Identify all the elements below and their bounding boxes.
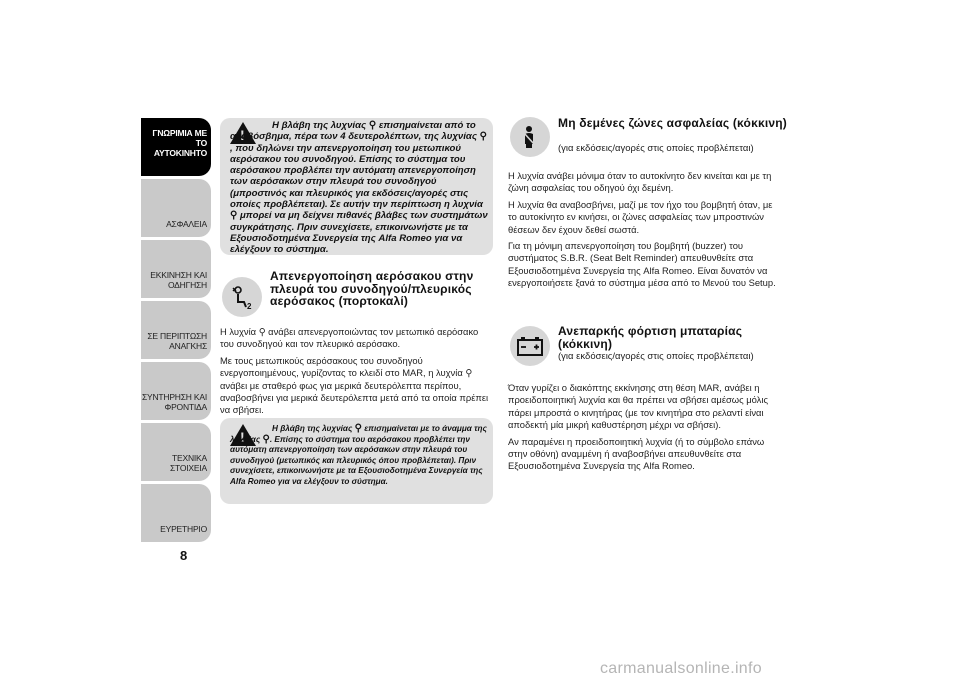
passenger-airbag-off-icon: ⚲ [479, 131, 487, 143]
airbag-fault-icon: ⚲ [368, 120, 377, 131]
passenger-airbag-off-icon: ⚲ [258, 326, 266, 337]
seatbelt-icon [517, 124, 543, 150]
airbag-fault-icon: ⚲ [262, 433, 270, 445]
battery-icon [516, 335, 544, 357]
section-title-battery: Ανεπαρκής φόρτιση μπαταρίας (κόκκινη) [558, 324, 743, 351]
seatbelt-icon-circle [510, 117, 550, 157]
tab-emergency[interactable]: ΣΕ ΠΕΡΙΠΤΩΣΗ ΑΝΑΓΚΗΣ [141, 301, 211, 359]
svg-text:2: 2 [247, 302, 252, 310]
seatbelt-subtitle: (για εκδόσεις/αγορές στις οποίες προβλέπεται) [558, 143, 754, 154]
airbag-off-text: Η λυχνία ⚲ ανάβει απενεργοποιώντας τον μετωπικό αερόσακο του συνοδηγού και τον πλευρικό αερόσακο. Με τους μετωπικούς αερόσακους του συνοδηγού ενεργοποιημένους, γυρίζοντας το κλειδί στο MAR, η λυχνία ⚲ ανάβει με σταθερό φως για μερικά δευτερόλεπτα περίπου, αναβοσβήνει για μερικά δευτερόλεπτα μετά από τα οποία πρέπει να σβήσει. [220, 326, 489, 416]
passenger-airbag-off-icon [229, 284, 255, 310]
passenger-airbag-off-icon: ⚲ [465, 367, 473, 379]
tab-starting-driving[interactable]: ΕΚΚΙΝΗΣΗ ΚΑΙ ΟΔΗΓΗΣΗ [141, 240, 211, 298]
tab-index[interactable]: ΕΥΡΕΤΗΡΙΟ [141, 484, 211, 542]
tab-getting-to-know[interactable]: ΓΝΩΡΙΜΙΑ ΜΕ ΤΟ ΑΥΤΟΚΙΝΗΤΟ [141, 118, 211, 176]
section-title-seatbelt: Μη δεμένες ζώνες ασφαλείας (κόκκινη) [558, 116, 788, 130]
airbag-fault-icon: ⚲ [230, 210, 238, 222]
tab-technical-data[interactable]: ΤΕΧΝΙΚΑ ΣΤΟΙΧΕΙΑ [141, 423, 211, 481]
battery-icon-circle [510, 326, 550, 366]
page-number: 8 [180, 548, 188, 563]
warning-text-1: Η βλάβη της λυχνίας ⚲ επισημαίνεται από το αναβόσβημα, πέρα των 4 δευτερολέπτων, της λυχνίας ⚲ , που δηλώνει την απενεργοποίηση του μετωπικού αερόσακου του συνοδηγού. Επίσης το σύστημα του αερόσακου προβλέπει την αυτόματη απενεργοποίηση των αερόσακων στην πλευρά του συνοδηγού (μπροστινός και πλευρικός για εκδόσεις/αγορές στις οποίες προβλέπεται). Σε αυτήν την περίπτωση η λυχνία ⚲ μπορεί να μη δείχνει πιθανές βλάβες των συστημάτων συγκράτησης. Πριν συνεχίσετε, επικοινωνήστε με τα Εξουσιοδοτημένα Συνεργεία της Alfa Romeo για να ελέγξουν το σύστημα. [230, 120, 488, 256]
tab-maintenance[interactable]: ΣΥΝΤΗΡΗΣΗ ΚΑΙ ΦΡΟΝΤΙΔΑ [141, 362, 211, 420]
passenger-airbag-off-icon-circle [222, 277, 262, 317]
tab-safety[interactable]: ΑΣΦΑΛΕΙΑ [141, 179, 211, 237]
battery-text: Όταν γυρίζει ο διακόπτης εκκίνησης στη θέση MAR, ανάβει η προειδοποιητική λυχνία και θα πρέπει να σβήσει αμέσως μόλις πάρει μπροστά ο κινητήρας (με τον κινητήρα στο ρελαντί είναι αποδεκτή μία μικρή καθυστέρηση μέχρι να σβήσει). Αν παραμένει η προειδοποιητική λυχνία (ή το σύμβολο επάνω στην οθόνη) αναμμένη ή αναβοσβήνει απευθυνθείτε στα Εξουσιοδοτημένα Συνεργεία της Alfa Romeo. [508, 382, 768, 472]
section-title-airbag-off: Απενεργοποίηση αερόσακου στην πλευρά του συνοδηγού/πλευρικός αερόσακος (πορτοκαλί) [270, 269, 474, 308]
seatbelt-text: Η λυχνία ανάβει μόνιμα όταν το αυτοκίνητο δεν κινείται και με τη ζώνη ασφαλείας του οδηγού όχι δεμένη. Η λυχνία θα αναβοσβήνει, μαζί με τον ήχο του βομβητή όταν, με το αυτοκίνητο εν κινήσει, οι ζώνες ασφαλείας των μπροστινών θέσεων δεν έχουν δεθεί σωστά. Για τη μόνιμη απενεργοποίηση του βομβητή (buzzer) του συστήματος S.B.R. (Seat Belt Reminder) απευθυνθείτε στα Εξουσιοδοτημένα Συνεργεία της Alfa Romeo. Είναι δυνατόν να ενεργοποιήσετε ξανά το σύστημα μέσα από το Μενού του Setup. [508, 170, 776, 289]
airbag-fault-icon: ⚲ [354, 423, 362, 434]
battery-subtitle: (για εκδόσεις/αγορές στις οποίες προβλέπεται) [558, 351, 754, 362]
watermark: carmanualsonline.info [600, 660, 762, 677]
warning-text-2: Η βλάβη της λυχνίας ⚲ επισημαίνεται με το άναμμα της λυχνίας ⚲. Επίσης το σύστημα του αερόσακου προβλέπει την αυτόματη απενεργοποίηση των αερόσακων στην πλευρά του συνοδηγού (μετωπικός και πλευρικός όπου προβλέπεται). Πριν συνεχίσετε, επικοινωνήστε με τα Εξουσιοδοτημένα Συνεργεία της Alfa Romeo για να ελέγξουν το σύστημα. [230, 423, 487, 486]
